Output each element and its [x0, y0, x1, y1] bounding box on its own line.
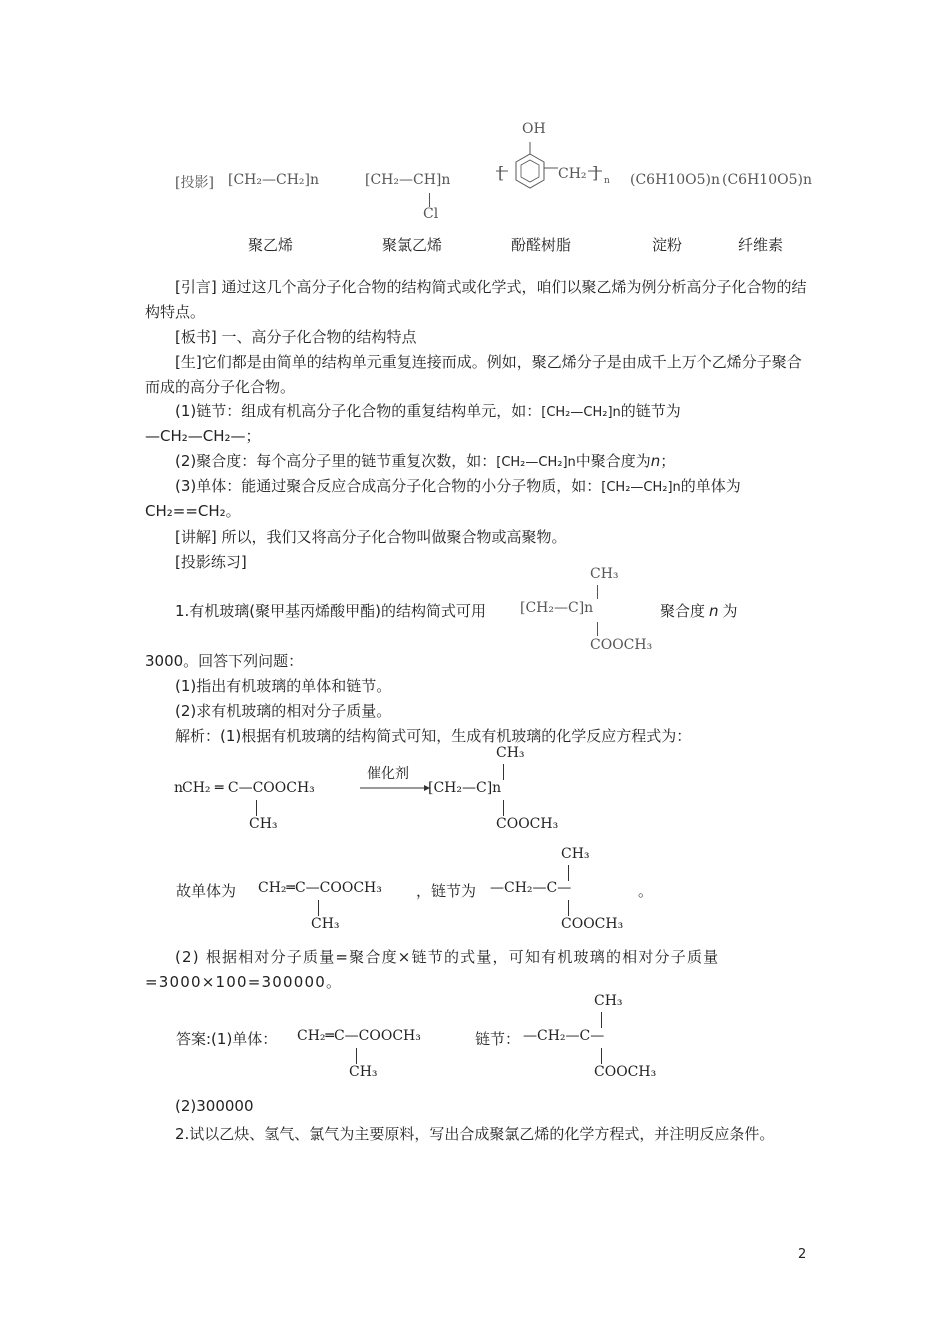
- conclusion-monomer-bond: [318, 900, 319, 916]
- eq-monomer-bond: [256, 800, 257, 816]
- polyethylene-formula: [CH₂—CH₂]n: [228, 172, 320, 188]
- def-monomer-cont: CH₂==CH₂。: [145, 502, 241, 520]
- answer-monomer-bond: [356, 1048, 357, 1064]
- analysis-1: 解析：(1)根据有机玻璃的结构简式可知，生成有机玻璃的化学反应方程式为：: [175, 727, 692, 745]
- answer-link-ch3: CH₃: [594, 993, 623, 1009]
- answer-link-bond-down: [601, 1048, 602, 1064]
- pmma-ch3: CH₃: [590, 566, 619, 582]
- pmma-chain: [CH₂—C]n: [520, 600, 594, 616]
- starch-formula: (C6H10O5)n: [630, 172, 720, 188]
- eq-polymer-chain: [CH₂—C]n: [428, 780, 502, 796]
- conclusion-monomer-label: 故单体为: [176, 882, 237, 900]
- answer-link-label: 链节：: [475, 1030, 521, 1048]
- conclusion-link-cooch3: COOCH₃: [561, 916, 624, 932]
- name-phenol-resin: 酚醛树脂: [511, 236, 572, 254]
- answer-monomer-ch3: CH₃: [349, 1064, 378, 1080]
- pvc-bond-line: [429, 193, 430, 207]
- conclusion-link-bond-up: [568, 865, 569, 881]
- name-polyethylene: 聚乙烯: [248, 236, 294, 254]
- conclusion-end: 。: [638, 882, 654, 900]
- question-1-degree: 聚合度 n 为: [660, 602, 738, 620]
- question-1-cont: 3000。回答下列问题：: [145, 652, 304, 670]
- name-pvc: 聚氯乙烯: [382, 236, 443, 254]
- projection-tag: [投影]: [175, 175, 214, 191]
- phenol-n: n: [604, 176, 610, 186]
- pvc-formula: [CH₂—CH]n: [365, 172, 451, 188]
- def-polymerization-degree: (2)聚合度：每个高分子里的链节重复次数，如：[CH₂—CH₂]n中聚合度为n；: [175, 452, 676, 470]
- answer-link-cooch3: COOCH₃: [594, 1064, 657, 1080]
- pmma-bond-up: [597, 585, 598, 599]
- analysis-2: (2) 根据相对分子质量=聚合度×链节的式量，可知有机玻璃的相对分子质量=3000×100=300000。: [145, 948, 720, 991]
- intro-paragraph: [引言] 通过这几个高分子化合物的结构简式或化学式，咱们以聚乙烯为例分析高分子化合物的结构特点。: [145, 278, 807, 321]
- board-heading: [板书] 一、高分子化合物的结构特点: [175, 328, 417, 346]
- conclusion-link-bond-down: [568, 900, 569, 916]
- eq-polymer-ch3: CH₃: [496, 745, 525, 761]
- answer-link-bond-up: [601, 1012, 602, 1028]
- name-starch: 淀粉: [652, 236, 683, 254]
- page-number: 2: [798, 1247, 807, 1262]
- student-paragraph: [生]它们都是由简单的结构单元重复连接而成。例如，聚乙烯分子是由成千上万个乙烯分子聚合而成的高分子化合物。: [145, 353, 802, 396]
- conclusion-link-label: ，链节为: [416, 882, 477, 900]
- phenol-ch2: CH₂: [558, 166, 587, 182]
- svg-text:[: [: [498, 163, 505, 182]
- eq-polymer-cooch3: COOCH₃: [496, 816, 559, 832]
- svg-text:]: ]: [592, 163, 599, 182]
- question-1-part-2: (2)求有机玻璃的相对分子质量。: [175, 702, 392, 720]
- pvc-chlorine: Cl: [423, 206, 439, 222]
- pe-inline-formula: [CH₂—CH₂]n: [541, 405, 621, 420]
- eq-monomer: CH₂ ═ C—COOCH₃: [182, 780, 315, 796]
- answer-label: 答案:(1)单体：: [176, 1030, 278, 1048]
- def-chain-unit-cont: —CH₂—CH₂—；: [145, 427, 261, 445]
- eq-monomer-ch3: CH₃: [249, 816, 278, 832]
- def-chain-unit: (1)链节：组成有机高分子化合物的重复结构单元，如：[CH₂—CH₂]n的链节为: [175, 402, 681, 420]
- phenol-oh: OH: [522, 121, 546, 137]
- conclusion-monomer-ch3: CH₃: [311, 916, 340, 932]
- eq-n: n: [174, 780, 184, 796]
- reaction-arrow: [360, 783, 430, 793]
- eq-catalyst: 催化剂: [367, 766, 409, 782]
- question-1-part-1: (1)指出有机玻璃的单体和链节。: [175, 677, 392, 695]
- cellulose-formula: (C6H10O5)n: [722, 172, 812, 188]
- def-monomer: (3)单体：能通过聚合反应合成高分子化合物的小分子物质，如：[CH₂—CH₂]n的单体为: [175, 477, 741, 495]
- lecture-paragraph: [讲解] 所以，我们又将高分子化合物叫做聚合物或高聚物。: [175, 528, 567, 546]
- name-cellulose: 纤维素: [738, 236, 784, 254]
- eq-polymer-bond-down: [503, 800, 504, 816]
- conclusion-link: —CH₂—C—: [490, 880, 572, 896]
- question-1: 1.有机玻璃(聚甲基丙烯酸甲酯)的结构简式可用: [175, 602, 487, 620]
- conclusion-link-ch3: CH₃: [561, 846, 590, 862]
- question-2: 2.试以乙炔、氢气、氯气为主要原料，写出合成聚氯乙烯的化学方程式，并注明反应条件。: [175, 1125, 775, 1143]
- phenol-resin-structure: [494, 140, 614, 210]
- pmma-cooch3: COOCH₃: [590, 637, 653, 653]
- eq-polymer-bond-up: [503, 764, 504, 780]
- conclusion-monomer: CH₂═C—COOCH₃: [258, 880, 382, 896]
- answer-link: —CH₂—C—: [523, 1028, 605, 1044]
- practice-heading: [投影练习]: [175, 553, 247, 571]
- answer-monomer: CH₂═C—COOCH₃: [297, 1028, 421, 1044]
- pmma-bond-down: [597, 622, 598, 636]
- answer-part-2: (2)300000: [175, 1097, 254, 1115]
